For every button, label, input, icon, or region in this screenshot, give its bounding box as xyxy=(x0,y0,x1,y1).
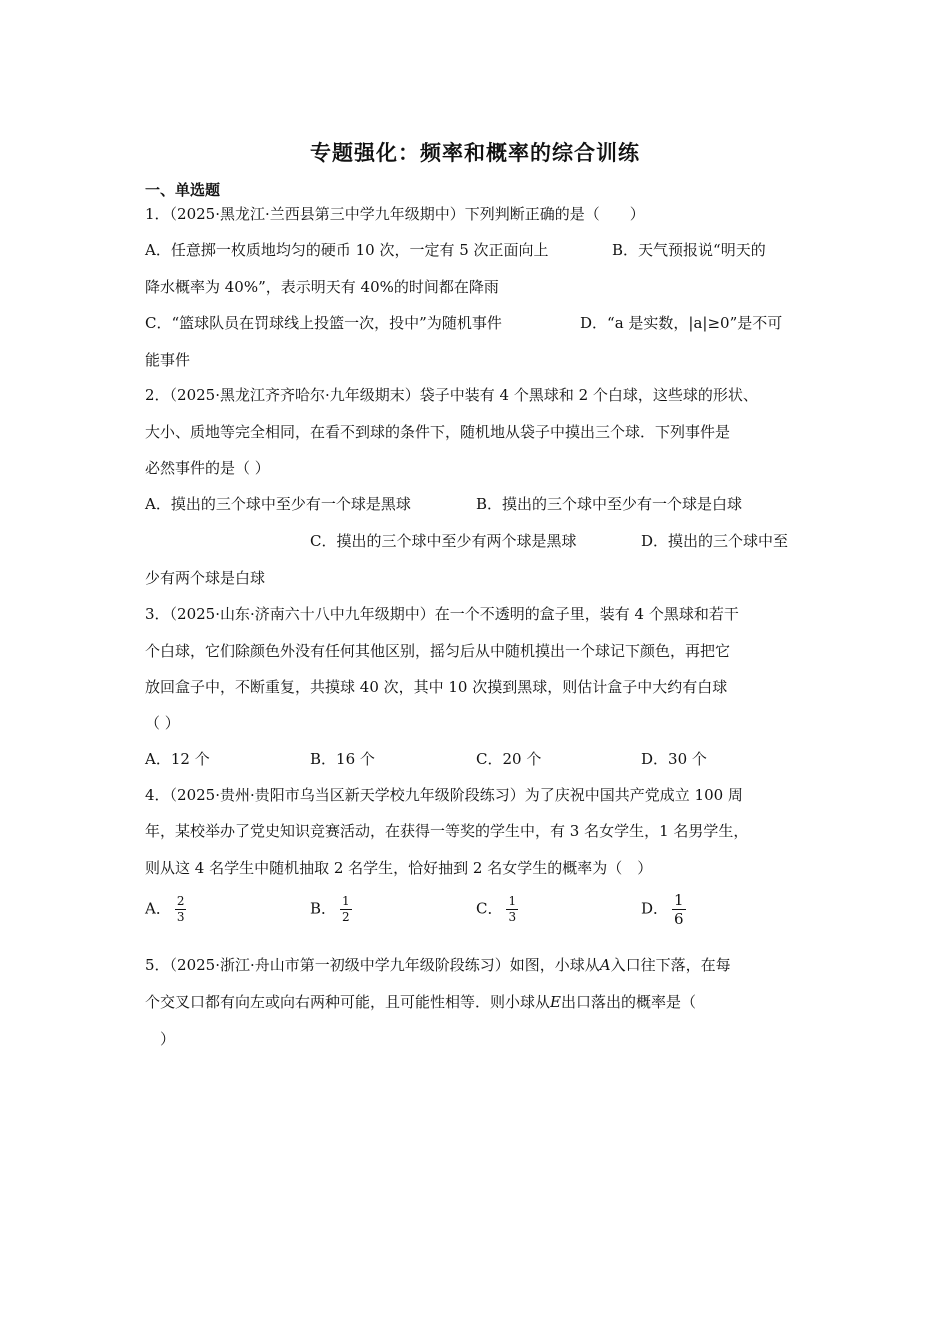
q4-stem-line1: 4．（2025·贵州·贵阳市乌当区新天学校九年级阶段练习）为了庆祝中国共产党成立 100 周 xyxy=(145,786,743,804)
q2-option-a: A．摸出的三个球中至少有一个球是黑球 xyxy=(145,495,411,513)
q2-stem-line2: 大小、质地等完全相同，在看不到球的条件下，随机地从袋子中摸出三个球．下列事件是 xyxy=(145,423,731,441)
q2-option-b: B．摸出的三个球中至少有一个球是白球 xyxy=(476,495,743,513)
q5-line1-text-a: 5．（2025·浙江·舟山市第一初级中学九年级阶段练习）如图，小球从 xyxy=(145,956,600,974)
q4-option-b xyxy=(310,895,352,924)
q3-stem-line4: （ ） xyxy=(145,714,180,732)
q1-option-b-cont: 降水概率为 40%”，表示明天有 40%的时间都在降雨 xyxy=(145,278,499,296)
q1-option-c: C．“篮球队员在罚球线上投篮一次，投中”为随机事件 xyxy=(145,314,502,332)
q3-option-a: A．12 个 xyxy=(145,750,210,768)
q4-option-d xyxy=(641,892,686,927)
fraction xyxy=(175,895,187,924)
q5-line2-text-a: 个交叉口都有向左或向右两种可能，且可能性相等．则小球从 xyxy=(145,993,551,1011)
fraction-numerator: 1 xyxy=(674,891,684,909)
q4-option-c xyxy=(476,895,518,924)
fraction xyxy=(340,895,352,924)
fraction-numerator: 2 xyxy=(176,894,185,908)
fraction-denominator: 3 xyxy=(508,910,517,924)
fraction xyxy=(672,892,686,927)
q4-stem-line2: 年，某校举办了党史知识竞赛活动，在获得一等奖的学生中，有 3 名女学生，1 名男学生， xyxy=(145,822,749,840)
section-heading: 一、单选题 xyxy=(145,181,221,199)
q2-option-d: D．摸出的三个球中至 xyxy=(641,532,789,550)
q4-option-d-label: D． xyxy=(641,899,669,918)
q4-option-c-label: C． xyxy=(476,899,503,918)
q4-option-b-label: B． xyxy=(310,899,337,918)
q5-line1-text-b: 入口往下落，在每 xyxy=(610,956,731,974)
fraction-numerator: 1 xyxy=(508,894,517,908)
fraction-numerator: 1 xyxy=(342,894,350,908)
q1-option-b: B．天气预报说“明天的 xyxy=(612,241,766,259)
q2-option-d-cont: 少有两个球是白球 xyxy=(145,569,266,587)
fraction-denominator: 6 xyxy=(674,910,684,928)
q2-stem-line3: 必然事件的是（ ） xyxy=(145,459,270,477)
q1-stem: 1．（2025·黑龙江·兰西县第三中学九年级期中）下列判断正确的是（ ） xyxy=(145,205,645,223)
page-title: 专题强化：频率和概率的综合训练 xyxy=(310,141,640,165)
q4-option-a xyxy=(145,895,186,924)
q3-stem-line2: 个白球，它们除颜色外没有任何其他区别，摇匀后从中随机摸出一个球记下颜色，再把它 xyxy=(145,642,731,660)
q5-var-a: A xyxy=(599,956,611,974)
q1-option-a: A．任意掷一枚质地均匀的硬币 10 次，一定有 5 次正面向上 xyxy=(145,241,549,259)
q3-option-d: D．30 个 xyxy=(641,750,707,768)
q3-option-b: B．16 个 xyxy=(310,750,375,768)
q2-option-c: C．摸出的三个球中至少有两个球是黑球 xyxy=(310,532,577,550)
fraction xyxy=(506,895,518,924)
q3-option-c: C．20 个 xyxy=(476,750,542,768)
q5-stem-line3: ） xyxy=(160,1030,176,1048)
q3-stem-line3: 放回盒子中，不断重复，共摸球 40 次，其中 10 次摸到黑球，则估计盒子中大约有白球 xyxy=(145,678,728,696)
q1-option-d-cont: 能事件 xyxy=(145,351,191,369)
fraction-denominator: 2 xyxy=(342,910,350,924)
q3-stem-line1: 3．（2025·山东·济南六十八中九年级期中）在一个不透明的盒子里，装有 4 个黑球和若干 xyxy=(145,605,739,623)
q5-line2-text-b: 出口落出的概率是（ xyxy=(560,993,696,1011)
q5-stem-line1 xyxy=(145,954,731,975)
q5-stem-line2 xyxy=(145,991,696,1012)
q2-stem-line1: 2．（2025·黑龙江齐齐哈尔·九年级期末）袋子中装有 4 个黑球和 2 个白球，这些球的形状、 xyxy=(145,386,758,404)
q5-var-e: E xyxy=(550,993,561,1011)
fraction-denominator: 3 xyxy=(176,910,185,924)
q4-option-a-label: A． xyxy=(145,899,171,918)
q4-stem-line3: 则从这 4 名学生中随机抽取 2 名学生，恰好抽到 2 名女学生的概率为（ ） xyxy=(145,859,653,877)
q1-option-d: D．“a 是实数，|a|≥0”是不可 xyxy=(580,314,783,332)
